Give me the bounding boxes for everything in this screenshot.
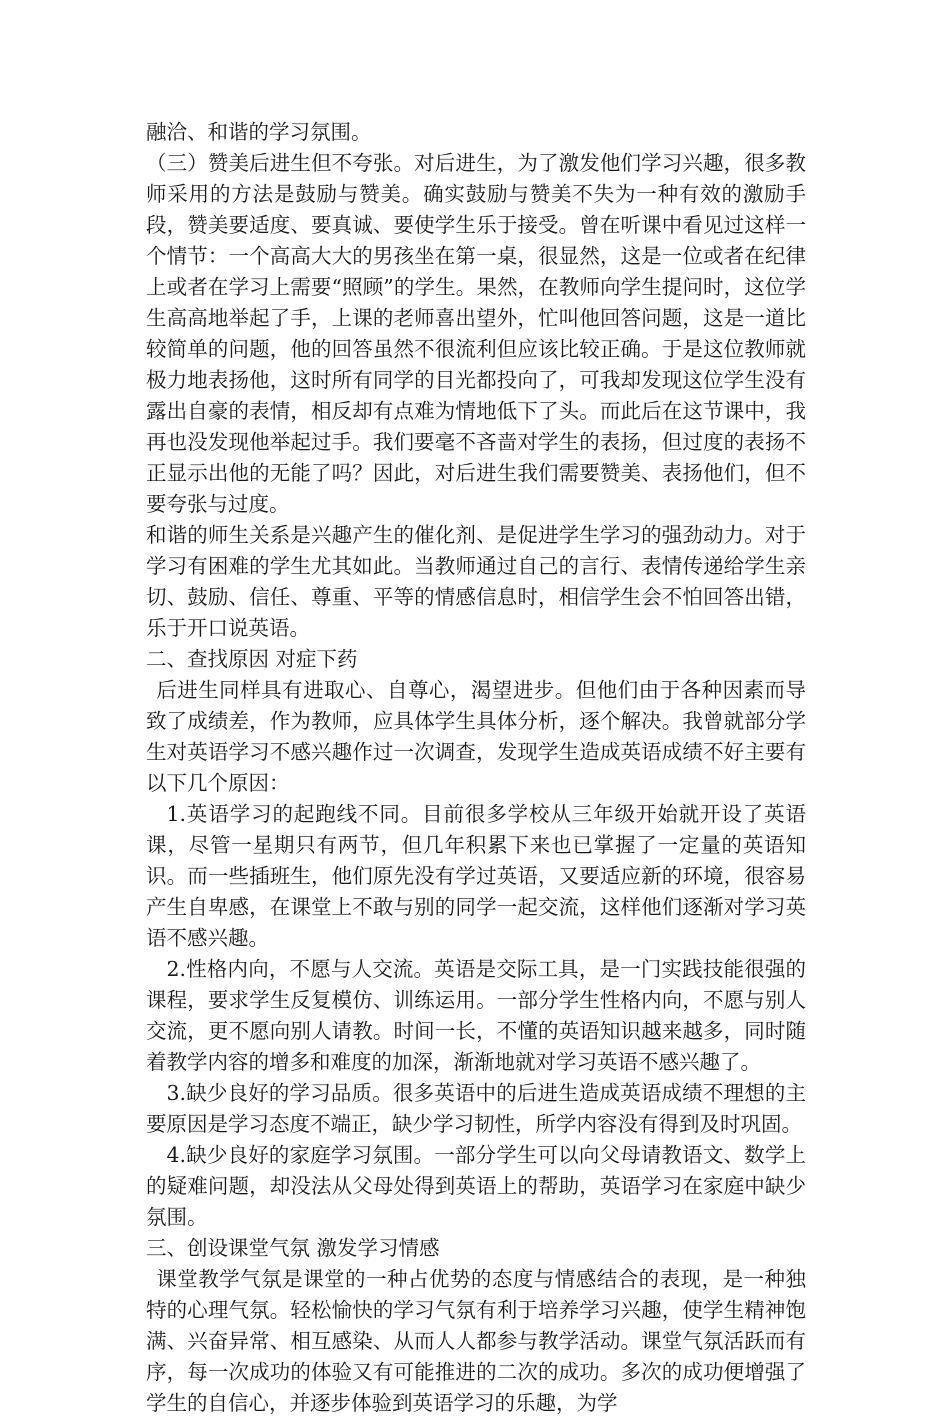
section-heading-3: 三、创设课堂气氛 激发学习情感: [146, 1236, 440, 1260]
list-item-cause-1: 1.英语学习的起跑线不同。目前很多学校从三年级开始就开设了英语课，尽管一星期只有两节，但几年积累下来也已掌握了一定量的英语知识。而一些插班生，他们原先没有学过英语，又要适应新的环境，很容易产生自卑感，在课堂上不敢与别的同学一起交流，这样他们逐渐对学习英语不感兴趣。: [146, 802, 806, 950]
paragraph-praise: （三）赞美后进生但不夸张。对后进生，为了激发他们学习兴趣，很多教师采用的方法是鼓励与赞美。确实鼓励与赞美不失为一种有效的激励手段，赞美要适度、要真诚、要使学生乐于接受。曾在听课中看见过这样一个情节：一个高高大大的男孩坐在第一桌，很显然，这是一位或者在纪律上或者在学习上需要“照顾”的学生。果然，在教师向学生提问时，这位学生高高地举起了手，上课的老师喜出望外，忙叫他回答问题，这是一道比较简单的问题，他的回答虽然不很流利但应该比较正确。于是这位教师就极力地表扬他，这时所有同学的目光都投向了，可我却发现这位学生没有露出自豪的表情，相反却有点难为情地低下了头。而此后在这节课中，我再也没发现他举起过手。我们要毫不吝啬对学生的表扬，但过度的表扬不正显示出他的无能了吗？因此，对后进生我们需要赞美、表扬他们，但不要夸张与过度。: [146, 151, 806, 516]
paragraph-intro-end: 融洽、和谐的学习氛围。: [146, 120, 372, 144]
section-heading-2: 二、查找原因 对症下药: [146, 647, 358, 671]
list-item-cause-4: 4.缺少良好的家庭学习氛围。一部分学生可以向父母请教语文、数学上的疑难问题，却没法从父母处得到英语上的帮助，英语学习在家庭中缺少氛围。: [146, 1143, 806, 1229]
list-item-cause-2: 2.性格内向，不愿与人交流。英语是交际工具，是一门实践技能很强的课程，要求学生反复模仿、训练运用。一部分学生性格内向，不愿与别人交流，更不愿向别人请教。时间一长，不懂的英语知识越来越多，同时随着教学内容的增多和难度的加深，渐渐地就对学习英语不感兴趣了。: [146, 957, 806, 1074]
paragraph-teacher-student-relationship: 和谐的师生关系是兴趣产生的催化剂、是促进学生学习的强劲动力。对于学习有困难的学生尤其如此。当教师通过自己的言行、表情传递给学生亲切、鼓励、信任、尊重、平等的情感信息时，相信学生会不怕回答出错，乐于开口说英语。: [146, 523, 806, 640]
paragraph-find-causes: 后进生同样具有进取心、自尊心，渴望进步。但他们由于各种因素而导致了成绩差，作为教师，应具体学生具体分析，逐个解决。我曾就部分学生对英语学习不感兴趣作过一次调查，发现学生造成英语成绩不好主要有以下几个原因：: [146, 678, 806, 795]
list-item-cause-3: 3.缺少良好的学习品质。很多英语中的后进生造成英语成绩不理想的主要原因是学习态度不端正，缺少学习韧性，所学内容没有得到及时巩固。: [146, 1081, 806, 1136]
paragraph-classroom-atmosphere: 课堂教学气氛是课堂的一种占优势的态度与情感结合的表现，是一种独特的心理气氛。轻松愉快的学习气氛有利于培养学习兴趣，使学生精神饱满、兴奋异常、相互感染、从而人人都参与教学活动。课堂气氛活跃而有序，每一次成功的体验又有可能推进的二次的成功。多次的成功便增强了学生的自信心，并逐步体验到英语学习的乐趣，为学: [146, 1267, 806, 1415]
document-page: [146, 117, 806, 1419]
